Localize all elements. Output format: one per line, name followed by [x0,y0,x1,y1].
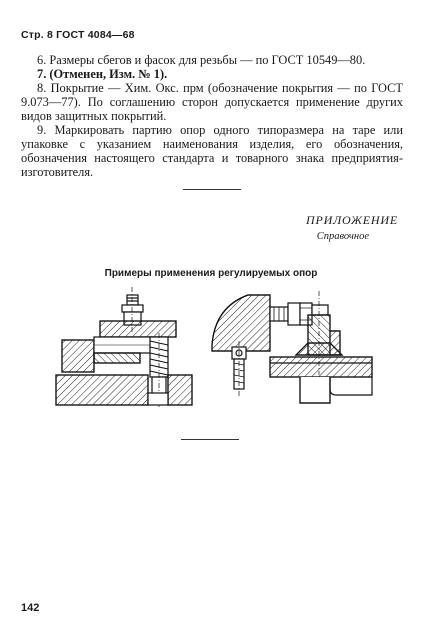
figure-caption: Примеры применения регулируемых опор [104,268,318,279]
appendix-subtitle: Справочное [316,231,369,242]
paragraph-8: 8. Покрытие — Хим. Окс. прм (обозначение покрытия — по ГОСТ 9.073—77). По соглашению сторон допускается применение других видов защитных покрытий. [21,81,403,123]
page-header: Стр. 8 ГОСТ 4084—68 [21,29,135,41]
right-support-assembly [212,291,372,403]
left-support-assembly [56,287,192,407]
main-text [21,53,403,179]
section-divider-top [183,189,241,190]
section-divider-bottom [181,439,239,440]
paragraph-9: 9. Маркировать партию опор одного типоразмера на таре или упаковке с указанием наименования изделия, его обозначения, обозначения настоящего стандарта и товарного знака предприятия-изготовителя. [21,123,403,179]
appendix-title: ПРИЛОЖЕНИЕ [306,213,398,227]
paragraph-7: 7. (Отменен, Изм. № 1). [37,67,168,81]
paragraph-6: 6. Размеры сбегов и фасок для резьбы — по ГОСТ 10549—80. [37,53,366,67]
page-number: 142 [21,602,40,614]
technical-drawing [0,285,422,425]
